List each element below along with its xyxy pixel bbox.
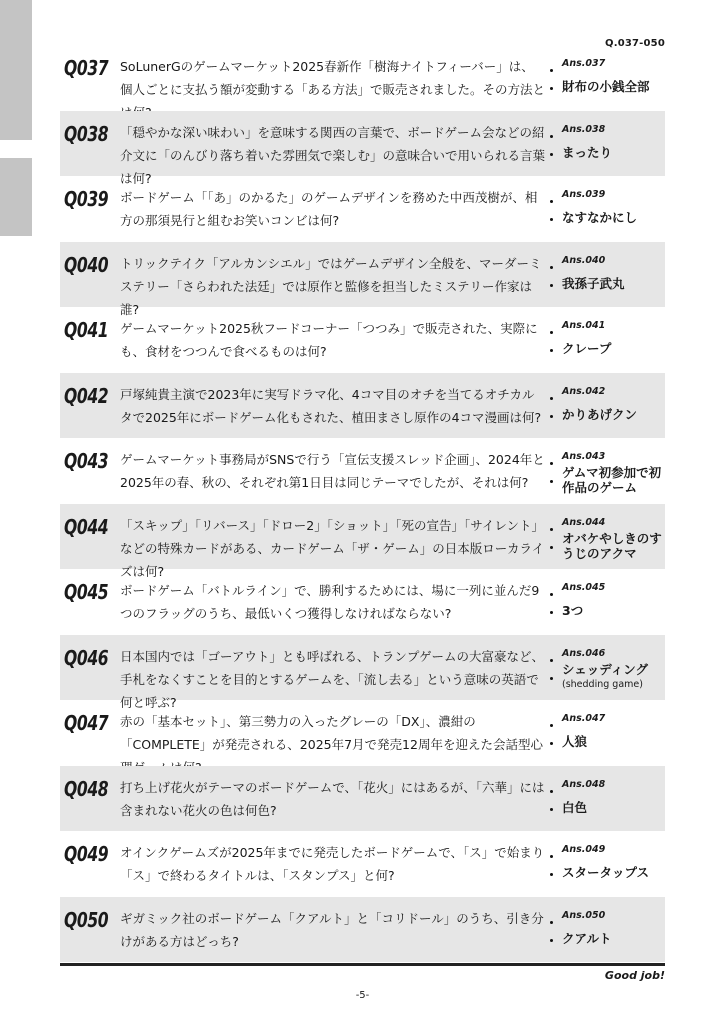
bullet-dot — [550, 135, 553, 138]
bullet-dot — [550, 611, 553, 614]
question-number: Q040 — [64, 252, 109, 277]
answer-label: Ans.037 — [562, 58, 606, 69]
bullet-dot — [550, 284, 553, 287]
answer-label: Ans.039 — [562, 189, 606, 200]
answer-label: Ans.049 — [562, 844, 606, 855]
bullet-dot — [550, 939, 553, 942]
question-row — [60, 635, 665, 710]
answer-main: 3つ — [562, 603, 584, 618]
answer-text — [562, 800, 665, 815]
bullet-dot — [550, 593, 553, 596]
answer-label: Ans.042 — [562, 385, 606, 397]
bullet-dot — [550, 462, 553, 465]
answer-label: Ans.044 — [562, 516, 606, 528]
question-number: Q050 — [64, 907, 109, 932]
answer-text — [562, 931, 665, 946]
question-row — [60, 831, 665, 897]
bullet-dot — [550, 677, 553, 680]
question-row — [60, 111, 665, 186]
question-text: ボードゲーム「バトルライン」で、勝利するためには、場に一列に並んだ9つのフラッグのうち、最低いくつ獲得しなければならない? — [120, 583, 540, 621]
bullet-dot — [550, 873, 553, 876]
answer-text — [562, 210, 665, 225]
answer-text — [562, 145, 665, 160]
question-text: トリックテイク「アルカンシエル」ではゲームデザイン全般を、マーダーミステリー「さらわれた法廷」では原作と監修を担当したミステリー作家は誰? — [120, 255, 542, 317]
answer-main: 財布の小銭全部 — [562, 79, 650, 94]
question-text: 戸塚純貴主演で2023年に実写ドラマ化、4コマ目のオチを当てるオチカルタで2025年にボードゲーム化もされた、植田まさし原作の4コマ漫画は何? — [120, 386, 542, 425]
bullet-dot — [550, 200, 553, 203]
answer-label: Ans.041 — [562, 320, 606, 331]
answer-main: 白色 — [562, 799, 588, 815]
question-row — [60, 504, 665, 579]
question-range: Q.037-050 — [605, 38, 665, 49]
question-row — [60, 307, 665, 373]
answer-main: なすなかにし — [562, 210, 638, 225]
answer-text — [562, 407, 665, 422]
answer-main: 人狼 — [562, 734, 588, 749]
question-text: ゲームマーケット事務局がSNSで行う「宣伝支援スレッド企画」、2024年と2025年の春、秋の、それぞれ第1日目は同じテーマでしたが、それは何? — [120, 452, 545, 490]
answer-label: Ans.050 — [562, 909, 606, 921]
bullet-dot — [550, 659, 553, 662]
question-text: ギガミック社のボードゲーム「クアルト」と「コリドール」のうち、引き分けがある方はどっち? — [120, 910, 544, 949]
question-text: 「スキップ」「リバース」「ドロー2」「ショット」「死の宣告」「サイレント」などの特殊カードがある、カードゲーム「ザ・ゲーム」の日本版ローカライズは何? — [120, 517, 545, 579]
bullet-dot — [550, 546, 553, 549]
bottom-rule — [60, 963, 665, 966]
question-number: Q046 — [64, 645, 109, 670]
bullet-dot — [550, 266, 553, 269]
question-number: Q049 — [64, 842, 109, 866]
question-row — [60, 176, 665, 242]
bullet-dot — [550, 742, 553, 745]
answer-main: 我孫子武丸 — [562, 275, 625, 291]
answer-main: シェッディング — [562, 661, 649, 677]
bullet-dot — [550, 808, 553, 811]
bullet-dot — [550, 921, 553, 924]
answer-text — [562, 341, 665, 356]
answer-label: Ans.043 — [562, 451, 606, 462]
page-number: -5- — [355, 990, 370, 1001]
answer-label: Ans.047 — [562, 713, 606, 724]
answer-sub: (shedding game) — [562, 678, 643, 690]
question-number: Q042 — [64, 383, 109, 408]
bullet-dot — [550, 218, 553, 221]
answer-text — [562, 662, 665, 692]
answer-label: Ans.046 — [562, 647, 606, 659]
answer-main: ゲムマ初参加で初作品のゲーム — [562, 465, 662, 495]
question-number: Q038 — [64, 121, 109, 146]
answer-main: オバケやしきのすうじのアクマ — [562, 530, 662, 561]
bullet-dot — [550, 153, 553, 156]
question-text: 「穏やかな深い味わい」を意味する関西の言葉で、ボードゲーム会などの紹介文に「のんびり落ち着いた雰囲気で楽しむ」の意味合いで用いられる言葉は何? — [120, 124, 546, 186]
question-number: Q041 — [64, 318, 109, 342]
answer-text — [562, 79, 665, 94]
question-text: 日本国内では「ゴーアウト」とも呼ばれる、トランプゲームの大富豪など、手札をなくすことを目的とするゲームを、「流し去る」という意味の英語で何と呼ぶ? — [120, 648, 545, 710]
question-number: Q039 — [64, 187, 109, 211]
question-text: ボードゲーム「「あ」のかるた」のゲームデザインを務めた中西茂樹が、相方の那須晃行と組むお笑いコンビは何? — [120, 190, 538, 228]
question-number: Q037 — [64, 56, 109, 80]
question-number: Q048 — [64, 776, 109, 801]
bullet-dot — [550, 480, 553, 483]
question-text: ゲームマーケット2025秋フードコーナー「つつみ」で販売された、実際にも、食材をつつんで食べるものは何? — [120, 321, 538, 359]
question-number: Q047 — [64, 711, 109, 735]
question-list — [60, 45, 665, 962]
answer-text — [562, 865, 665, 880]
question-text: 赤の「基本セット」、第三勢力の入ったグレーの「DX」、濃紺の「COMPLETE」が発売される、2025年7月で発売12周年を迎えた会話型心 — [120, 714, 543, 752]
answer-text — [562, 531, 665, 561]
answer-main: かりあげクン — [562, 406, 638, 422]
bullet-dot — [550, 69, 553, 72]
answer-main: クレープ — [562, 341, 612, 356]
answer-main: クアルト — [562, 930, 612, 946]
question-text: 打ち上げ花火がテーマのボードゲームで、「花火」にはあるが、「六華」には含まれない花火の色は何色? — [120, 779, 545, 818]
answer-label: Ans.045 — [562, 582, 606, 593]
side-tab-upper — [0, 0, 32, 140]
question-row — [60, 242, 665, 317]
question-row — [60, 569, 665, 635]
answer-text — [562, 276, 665, 291]
answer-label: Ans.038 — [562, 123, 606, 135]
question-row — [60, 700, 665, 766]
bullet-dot — [550, 855, 553, 858]
answer-main: まったり — [562, 144, 613, 160]
question-row — [60, 897, 665, 963]
bullet-dot — [550, 790, 553, 793]
bullet-dot — [550, 87, 553, 90]
bullet-dot — [550, 349, 553, 352]
question-number: Q043 — [64, 449, 109, 473]
question-row — [60, 766, 665, 832]
side-tab-lower — [0, 158, 32, 236]
bullet-dot — [550, 528, 553, 531]
bullet-dot — [550, 415, 553, 418]
bullet-dot — [550, 397, 553, 400]
answer-label: Ans.048 — [562, 778, 606, 790]
answer-text — [562, 603, 665, 618]
bullet-dot — [550, 331, 553, 334]
question-text: オインクゲームズが2025年までに発売したボードゲームで、「ス」で始まり「ス」で終わるタイトルは、「スタンプス」と何? — [120, 845, 545, 883]
question-number: Q045 — [64, 580, 109, 604]
answer-text — [562, 734, 665, 749]
answer-label: Ans.040 — [562, 254, 606, 266]
answer-main: スタータップス — [562, 865, 650, 880]
question-row — [60, 45, 665, 111]
question-number: Q044 — [64, 514, 109, 539]
bullet-dot — [550, 724, 553, 727]
question-row — [60, 438, 665, 504]
question-text: SoLunerGのゲームマーケット2025春新作「樹海ナイトフィーバー」は、個人ごとに支払う額が変動する「ある方法」で販売されました。その方法と — [120, 59, 546, 97]
good-job-text: Good job! — [604, 969, 665, 982]
question-row — [60, 373, 665, 439]
answer-text — [562, 465, 665, 495]
